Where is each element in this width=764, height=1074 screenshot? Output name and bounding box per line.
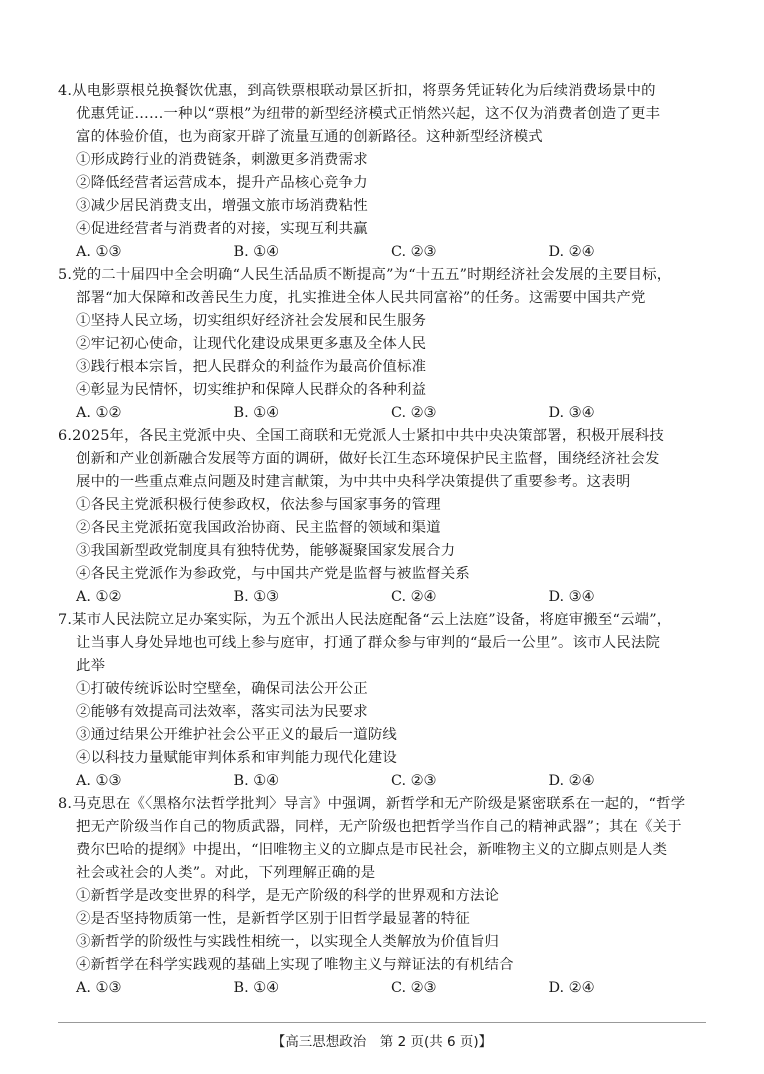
question-5 <box>58 264 706 425</box>
answer-choices <box>58 241 706 264</box>
choice-b: B. ①④ <box>233 405 280 421</box>
statement-option: ③新哲学的阶级性与实践性相统一，以实现全人类解放为价值旨归 <box>76 934 500 950</box>
statement-option: ④彰显为民情怀，切实维护和保障人民群众的各种利益 <box>76 382 427 398</box>
choice-b: B. ①④ <box>233 244 280 260</box>
question-stem-line: 6.2025年，各民主党派中央、全国工商联和无党派人士紧扣中共中央决策部署，积极开展科技 <box>58 428 664 444</box>
question-stem-line: 优惠凭证……一种以“票根”为纽带的新型经济模式正悄然兴起，这不仅为消费者创造了更丰 <box>76 106 661 122</box>
statement-option: ①打破传统诉讼时空壁垒，确保司法公开公正 <box>76 681 368 697</box>
choice-b: B. ①④ <box>233 980 280 996</box>
choice-d: D. ②④ <box>548 980 595 996</box>
statement-option: ②能够有效提高司法效率，落实司法为民要求 <box>76 704 368 720</box>
question-stem-line: 展中的一些重点难点问题及时建言献策，为中共中央科学决策提供了重要参考。这表明 <box>76 474 631 490</box>
statement-option: ③践行根本宗旨，把人民群众的利益作为最高价值标准 <box>76 359 427 375</box>
choice-d: D. ②④ <box>548 244 595 260</box>
answer-choices <box>58 402 706 425</box>
choice-a: A. ①② <box>76 405 122 421</box>
question-6 <box>58 425 706 609</box>
question-8 <box>58 793 706 1000</box>
choice-c: C. ②③ <box>391 773 437 789</box>
question-stem-line: 社会或社会的人类”。对此，下列理解正确的是 <box>76 865 376 881</box>
question-stem-line: 部署“加大保障和改善民生力度，扎实推进全体人民共同富裕”的任务。这需要中国共产党 <box>76 290 646 306</box>
choice-c: C. ②③ <box>391 244 437 260</box>
statement-option: ②牢记初心使命，让现代化建设成果更多惠及全体人民 <box>76 336 427 352</box>
statement-option: ④新哲学在科学实践观的基础上实现了唯物主义与辩证法的有机结合 <box>76 957 514 973</box>
statement-option: ④各民主党派作为参政党，与中国共产党是监督与被监督关系 <box>76 566 470 582</box>
statement-option: ②各民主党派拓宽我国政治协商、民主监督的领域和渠道 <box>76 520 441 536</box>
choice-b: B. ①④ <box>233 773 280 789</box>
statement-option: ①新哲学是改变世界的科学，是无产阶级的科学的世界观和方法论 <box>76 888 500 904</box>
page-footer: 【高三思想政治 第 2 页(共 6 页)】 <box>271 1034 493 1050</box>
choice-c: C. ②④ <box>391 589 437 605</box>
question-stem-line: 让当事人身处异地也可线上参与庭审，打通了群众参与审判的“最后一公里”。该市人民法院 <box>76 635 661 651</box>
statement-option: ④以科技力量赋能审判体系和审判能力现代化建设 <box>76 750 397 766</box>
choice-b: B. ①③ <box>233 589 280 605</box>
question-stem-line: 4.从电影票根兑换餐饮优惠，到高铁票根联动景区折扣，将票务凭证转化为后续消费场景中的 <box>58 83 656 99</box>
question-stem-line: 5.党的二十届四中全会明确“人民生活品质不断提高”为“十五五”时期经济社会发展的主要目标， <box>58 267 672 283</box>
answer-choices <box>58 770 706 793</box>
choice-a: A. ①③ <box>76 980 122 996</box>
question-stem-line: 创新和产业创新融合发展等方面的调研，做好长江生态环境保护民主监督，围绕经济社会发 <box>76 451 660 467</box>
choice-a: A. ①② <box>76 589 122 605</box>
question-stem-line: 富的体验价值，也为商家开辟了流量互通的创新路径。这种新型经济模式 <box>76 129 543 145</box>
question-7 <box>58 609 706 793</box>
statement-option: ①各民主党派积极行使参政权，依法参与国家事务的管理 <box>76 497 441 513</box>
question-4 <box>58 80 706 264</box>
choice-d: D. ②④ <box>548 773 595 789</box>
answer-choices <box>58 977 706 1000</box>
choice-a: A. ①③ <box>76 773 122 789</box>
statement-option: ②是否坚持物质第一性，是新哲学区别于旧哲学最显著的特征 <box>76 911 470 927</box>
statement-option: ①形成跨行业的消费链条，刺激更多消费需求 <box>76 152 368 168</box>
choice-c: C. ②③ <box>391 405 437 421</box>
statement-option: ②降低经营者运营成本，提升产品核心竞争力 <box>76 175 368 191</box>
question-stem-line: 把无产阶级当作自己的物质武器，同样，无产阶级也把哲学当作自己的精神武器”；其在《关于 <box>76 819 682 835</box>
statement-option: ③通过结果公开维护社会公平正义的最后一道防线 <box>76 727 397 743</box>
statement-option: ③减少居民消费支出，增强文旅市场消费粘性 <box>76 198 368 214</box>
exam-page <box>58 80 706 1000</box>
statement-option: ④促进经营者与消费者的对接，实现互利共赢 <box>76 221 368 237</box>
statement-option: ③我国新型政党制度具有独特优势，能够凝聚国家发展合力 <box>76 543 456 559</box>
question-stem-line: 此举 <box>76 658 106 674</box>
question-stem-line: 7.某市人民法院立足办案实际，为五个派出人民法庭配备“云上法庭”设备，将庭审搬至“云端”， <box>58 612 672 628</box>
choice-d: D. ③④ <box>548 405 595 421</box>
statement-option: ①坚持人民立场，切实组织好经济社会发展和民生服务 <box>76 313 427 329</box>
answer-choices <box>58 586 706 609</box>
choice-d: D. ③④ <box>548 589 595 605</box>
footer-divider <box>58 1022 706 1023</box>
choice-a: A. ①③ <box>76 244 122 260</box>
choice-c: C. ②③ <box>391 980 437 996</box>
question-stem-line: 8.马克思在《〈黑格尔法哲学批判〉导言》中强调，新哲学和无产阶级是紧密联系在一起的，“哲学 <box>58 796 686 812</box>
question-stem-line: 费尔巴哈的提纲》中提出，“旧唯物主义的立脚点是市民社会，新唯物主义的立脚点则是人类 <box>76 842 668 858</box>
